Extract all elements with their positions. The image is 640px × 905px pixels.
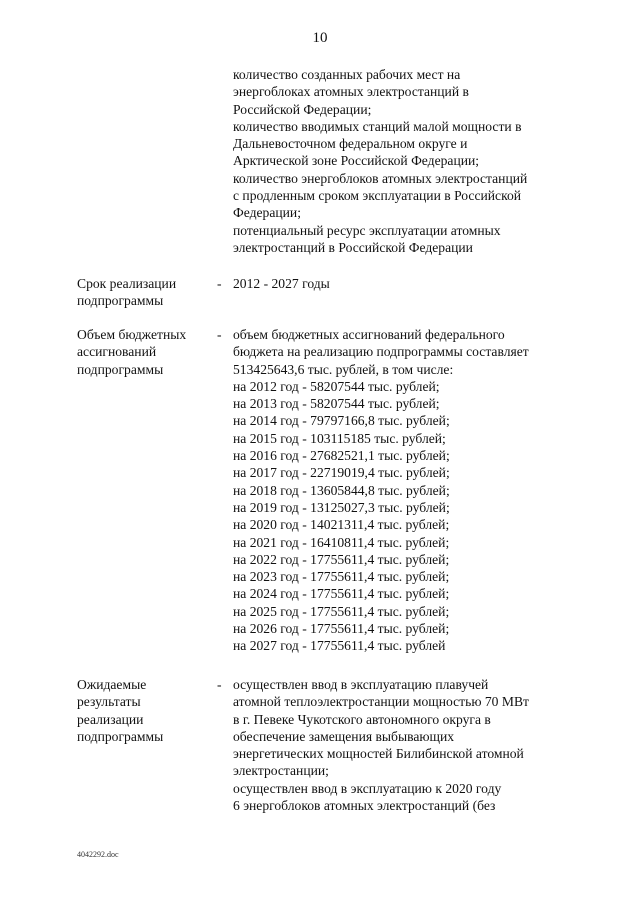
content-line: на 2026 год - 17755611,4 тыс. рублей; [233,621,450,637]
budget-allocations-label [77,326,207,378]
label-line: реализации [77,711,144,727]
content-line: на 2017 год - 22719019,4 тыс. рублей; [233,465,450,481]
implementation-period-content [233,275,613,292]
dash-separator: - [217,276,222,291]
intro-line: Федерации; [233,205,301,221]
content-line: обеспечение замещения выбывающих [233,728,455,744]
content-line: в г. Певеке Чукотского автономного округа в [233,711,491,727]
content-line: на 2018 год - 13605844,8 тыс. рублей; [233,482,450,498]
content-line: бюджета на реализацию подпрограммы составляет [233,344,529,360]
expected-results-content [233,676,613,814]
content-line: атомной теплоэлектростанции мощностью 70 МВт [233,694,529,710]
content-line: на 2012 год - 58207544 тыс. рублей; [233,378,440,394]
dash-separator: - [217,677,222,692]
content-line: осуществлен ввод в эксплуатацию к 2020 году [233,780,502,796]
content-line: на 2016 год - 27682521,1 тыс. рублей; [233,448,450,464]
label-line: подпрограммы [77,293,164,309]
content-line: на 2014 год - 79797166,8 тыс. рублей; [233,413,450,429]
intro-line: Арктической зоне Российской Федерации; [233,153,480,169]
label-line: результаты [77,694,141,710]
intro-line: количество созданных рабочих мест на [233,67,461,82]
content-line: энергетических мощностей Билибинской атомной [233,746,524,762]
document-filename: 4042292.doc [77,850,119,859]
content-line: 2012 - 2027 годы [233,276,330,291]
content-line: на 2027 год - 17755611,4 тыс. рублей [233,638,446,654]
intro-line: энергоблоках атомных электростанций в [233,84,469,100]
content-line: электростанции; [233,763,329,779]
intro-line: количество вводимых станций малой мощности в [233,118,522,134]
intro-line: Российской Федерации; [233,101,372,117]
content-line: на 2019 год - 13125027,3 тыс. рублей; [233,499,450,515]
content-line: на 2015 год - 103115185 тыс. рублей; [233,430,446,446]
content-line: на 2020 год - 14021311,4 тыс. рублей; [233,517,450,533]
content-line: на 2021 год - 16410811,4 тыс. рублей; [233,534,450,550]
intro-line: Дальневосточном федеральном округе и [233,136,468,152]
content-line: осуществлен ввод в эксплуатацию плавучей [233,677,489,692]
content-line: на 2023 год - 17755611,4 тыс. рублей; [233,569,450,585]
page-number: 10 [312,30,328,46]
content-line: 6 энергоблоков атомных электростанций (без [233,798,496,814]
intro-line: с продленным сроком эксплуатации в Российской [233,188,522,204]
dash-separator: - [217,327,222,342]
label-line: Ожидаемые [77,677,147,692]
label-line: подпрограммы [77,361,164,377]
label-line: Объем бюджетных [77,327,187,342]
budget-allocations-content [233,326,613,655]
intro-block [233,66,613,256]
content-line: 513425643,6 тыс. рублей, в том числе: [233,361,454,377]
intro-line: потенциальный ресурс эксплуатации атомных [233,222,501,238]
content-line: на 2013 год - 58207544 тыс. рублей; [233,396,440,412]
content-line: объем бюджетных ассигнований федерального [233,327,505,342]
label-line: ассигнований [77,344,157,360]
content-line: на 2024 год - 17755611,4 тыс. рублей; [233,586,450,602]
content-line: на 2025 год - 17755611,4 тыс. рублей; [233,603,450,619]
label-line: подпрограммы [77,728,164,744]
content-line: на 2022 год - 17755611,4 тыс. рублей; [233,551,450,567]
label-line: Срок реализации [77,276,177,291]
intro-line: количество энергоблоков атомных электростанций [233,170,528,186]
intro-line: электростанций в Российской Федерации [233,239,473,255]
implementation-period-label [77,275,207,310]
expected-results-label [77,676,207,745]
